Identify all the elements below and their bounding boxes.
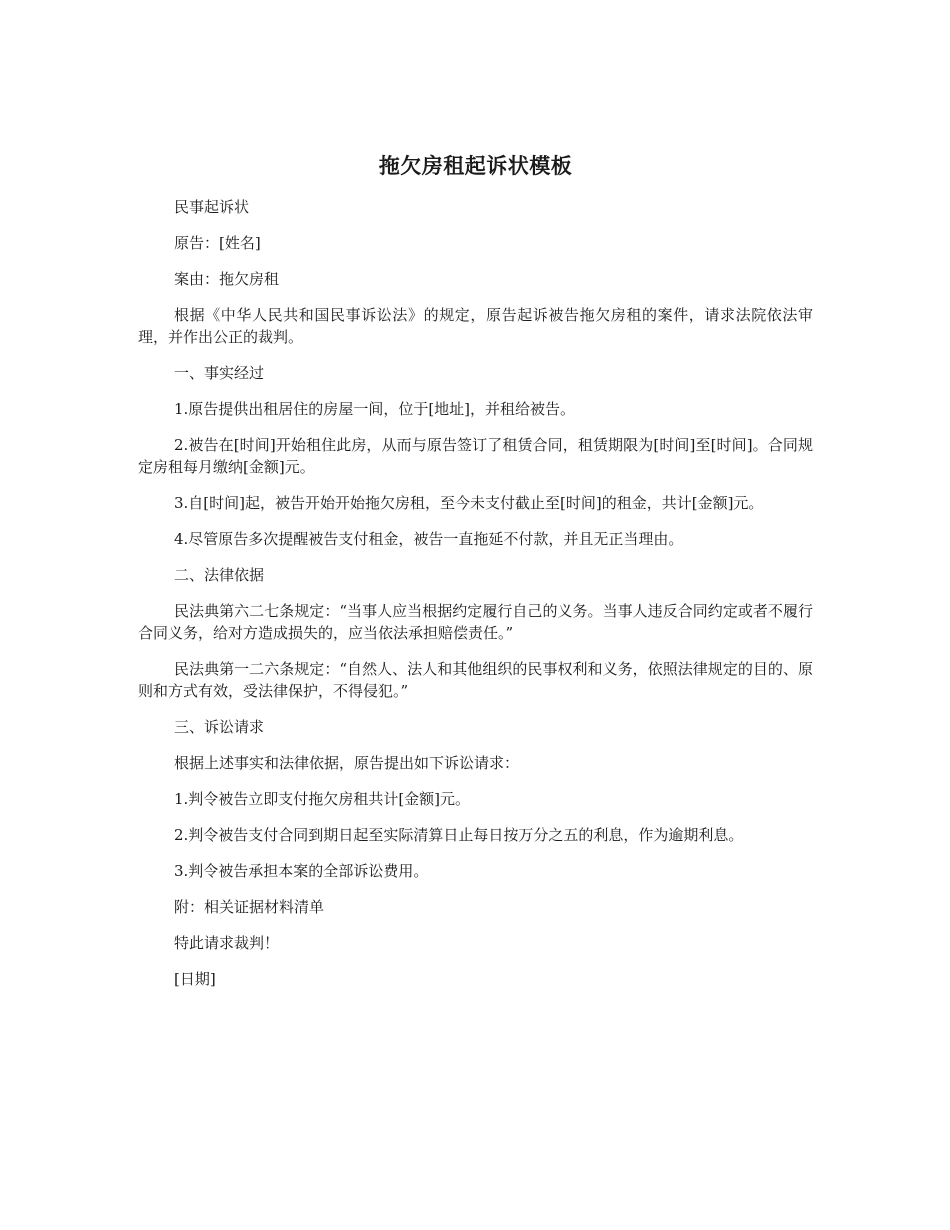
legal-basis-item-1: 民法典第六二七条规定：“当事人应当根据约定履行自己的义务。当事人违反合同约定或者不履行合同义务，给对方造成损失的，应当依法承担赔偿责任。” <box>138 602 813 642</box>
claims-intro: 根据上述事实和法律依据，原告提出如下诉讼请求： <box>174 754 520 772</box>
intro-paragraph: 根据《中华人民共和国民事诉讼法》的规定，原告起诉被告拖欠房租的案件，请求法院依法审理，并作出公正的裁判。 <box>138 306 813 346</box>
plaintiff-line: 原告：[姓名] <box>174 234 261 252</box>
section-heading-claims: 三、诉讼请求 <box>174 718 265 736</box>
fact-item-3: 3.自[时间]起，被告开始开始拖欠房租，至今未支付截止至[时间]的租金，共计[金额]元。 <box>174 494 764 512</box>
fact-item-1: 1.原告提供出租居住的房屋一间，位于[地址]，并租给被告。 <box>174 400 576 418</box>
fact-item-4: 4.尽管原告多次提醒被告支付租金，被告一直拖延不付款，并且无正当理由。 <box>174 530 684 548</box>
closing-line: 特此请求裁判！ <box>174 934 280 952</box>
fact-item-2: 2.被告在[时间]开始租住此房，从而与原告签订了租赁合同，租赁期限为[时间]至[时间]。合同规定房租每月缴纳[金额]元。 <box>138 436 813 476</box>
date-line: [日期] <box>174 970 216 988</box>
claim-item-2: 2.判令被告支付合同到期日起至实际清算日止每日按万分之五的利息，作为逾期利息。 <box>174 826 744 844</box>
attachment-line: 附：相关证据材料清单 <box>174 898 325 916</box>
claim-item-1: 1.判令被告立即支付拖欠房租共计[金额]元。 <box>174 790 471 808</box>
legal-basis-item-2: 民法典第一二六条规定：“自然人、法人和其他组织的民事权利和义务，依照法律规定的目的、原则和方式有效，受法律保护，不得侵犯。” <box>138 660 813 700</box>
document-page <box>138 150 813 1004</box>
document-title: 拖欠房租起诉状模板 <box>378 154 573 178</box>
section-heading-facts: 一、事实经过 <box>174 364 265 382</box>
section-heading-legal-basis: 二、法律依据 <box>174 566 265 584</box>
claim-item-3: 3.判令被告承担本案的全部诉讼费用。 <box>174 862 429 880</box>
doc-heading-civil-complaint: 民事起诉状 <box>174 198 250 216</box>
case-cause-line: 案由：拖欠房租 <box>174 270 280 288</box>
